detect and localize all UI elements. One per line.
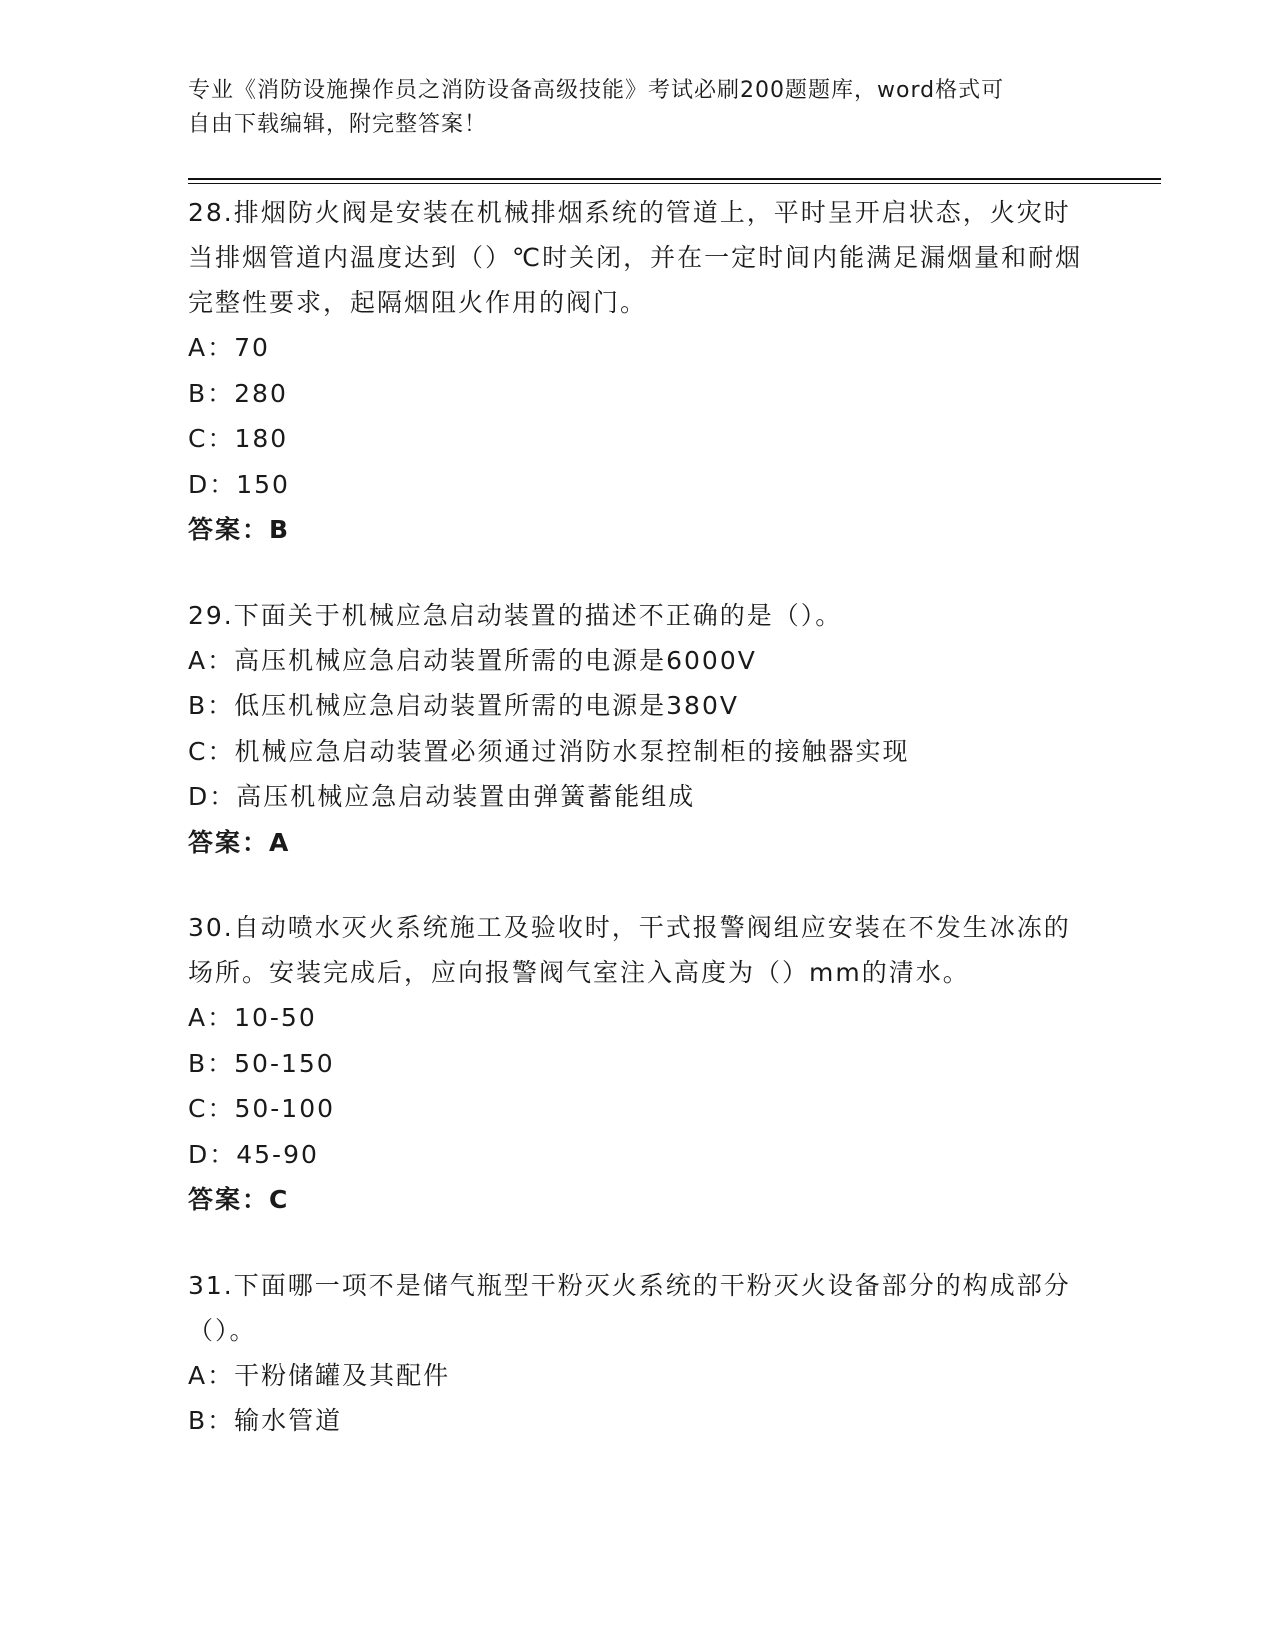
question-text: 29.下面关于机械应急启动装置的描述不正确的是（）。 bbox=[188, 600, 843, 630]
option-d: D：150 bbox=[188, 469, 290, 499]
question-28 bbox=[188, 190, 1088, 553]
option-a: A：70 bbox=[188, 333, 270, 362]
option-a: A：干粉储罐及其配件 bbox=[188, 1360, 451, 1390]
option-a: A：10-50 bbox=[188, 1003, 317, 1032]
option-a: A：高压机械应急启动装置所需的电源是6000V bbox=[188, 645, 757, 675]
option-c: C：50-100 bbox=[188, 1094, 336, 1123]
option-c: C：机械应急启动装置必须通过消防水泵控制柜的接触器实现 bbox=[188, 736, 910, 766]
header-line-2: 自由下载编辑，附完整答案！ bbox=[188, 112, 488, 137]
header-line-1: 专业《消防设施操作员之消防设备高级技能》考试必刷200题题库，word格式可 bbox=[188, 78, 1005, 103]
question-text: 31.下面哪一项不是储气瓶型干粉灭火系统的干粉灭火设备部分的构成部分（）。 bbox=[188, 1270, 1071, 1345]
question-31 bbox=[188, 1263, 1088, 1444]
option-b: B：低压机械应急启动装置所需的电源是380V bbox=[188, 691, 739, 720]
question-list bbox=[188, 190, 1088, 1484]
header-divider-thick bbox=[188, 178, 1161, 180]
option-b: B：输水管道 bbox=[188, 1406, 343, 1435]
option-b: B：280 bbox=[188, 378, 288, 408]
question-30 bbox=[188, 905, 1088, 1223]
option-b: B：50-150 bbox=[188, 1048, 335, 1078]
question-text: 28.排烟防火阀是安装在机械排烟系统的管道上，平时呈开启状态，火灾时当排烟管道内温度达到（）℃时关闭，并在一定时间内能满足漏烟量和耐烟完整性要求，起隔烟阻火作用的阀门。 bbox=[188, 198, 1083, 317]
header-divider-thin bbox=[188, 183, 1161, 184]
answer: 答案：A bbox=[188, 827, 291, 857]
document-header bbox=[188, 74, 1088, 142]
answer: 答案：C bbox=[188, 1185, 290, 1214]
option-d: D：高压机械应急启动装置由弹簧蓄能组成 bbox=[188, 782, 696, 811]
option-c: C：180 bbox=[188, 424, 289, 453]
answer: 答案：B bbox=[188, 515, 291, 544]
question-text: 30.自动喷水灭火系统施工及验收时，干式报警阀组应安装在不发生冰冻的场所。安装完成后，应向报警阀气室注入高度为（）mm的清水。 bbox=[188, 913, 1071, 987]
option-d: D：45-90 bbox=[188, 1139, 319, 1169]
question-29 bbox=[188, 593, 1088, 866]
